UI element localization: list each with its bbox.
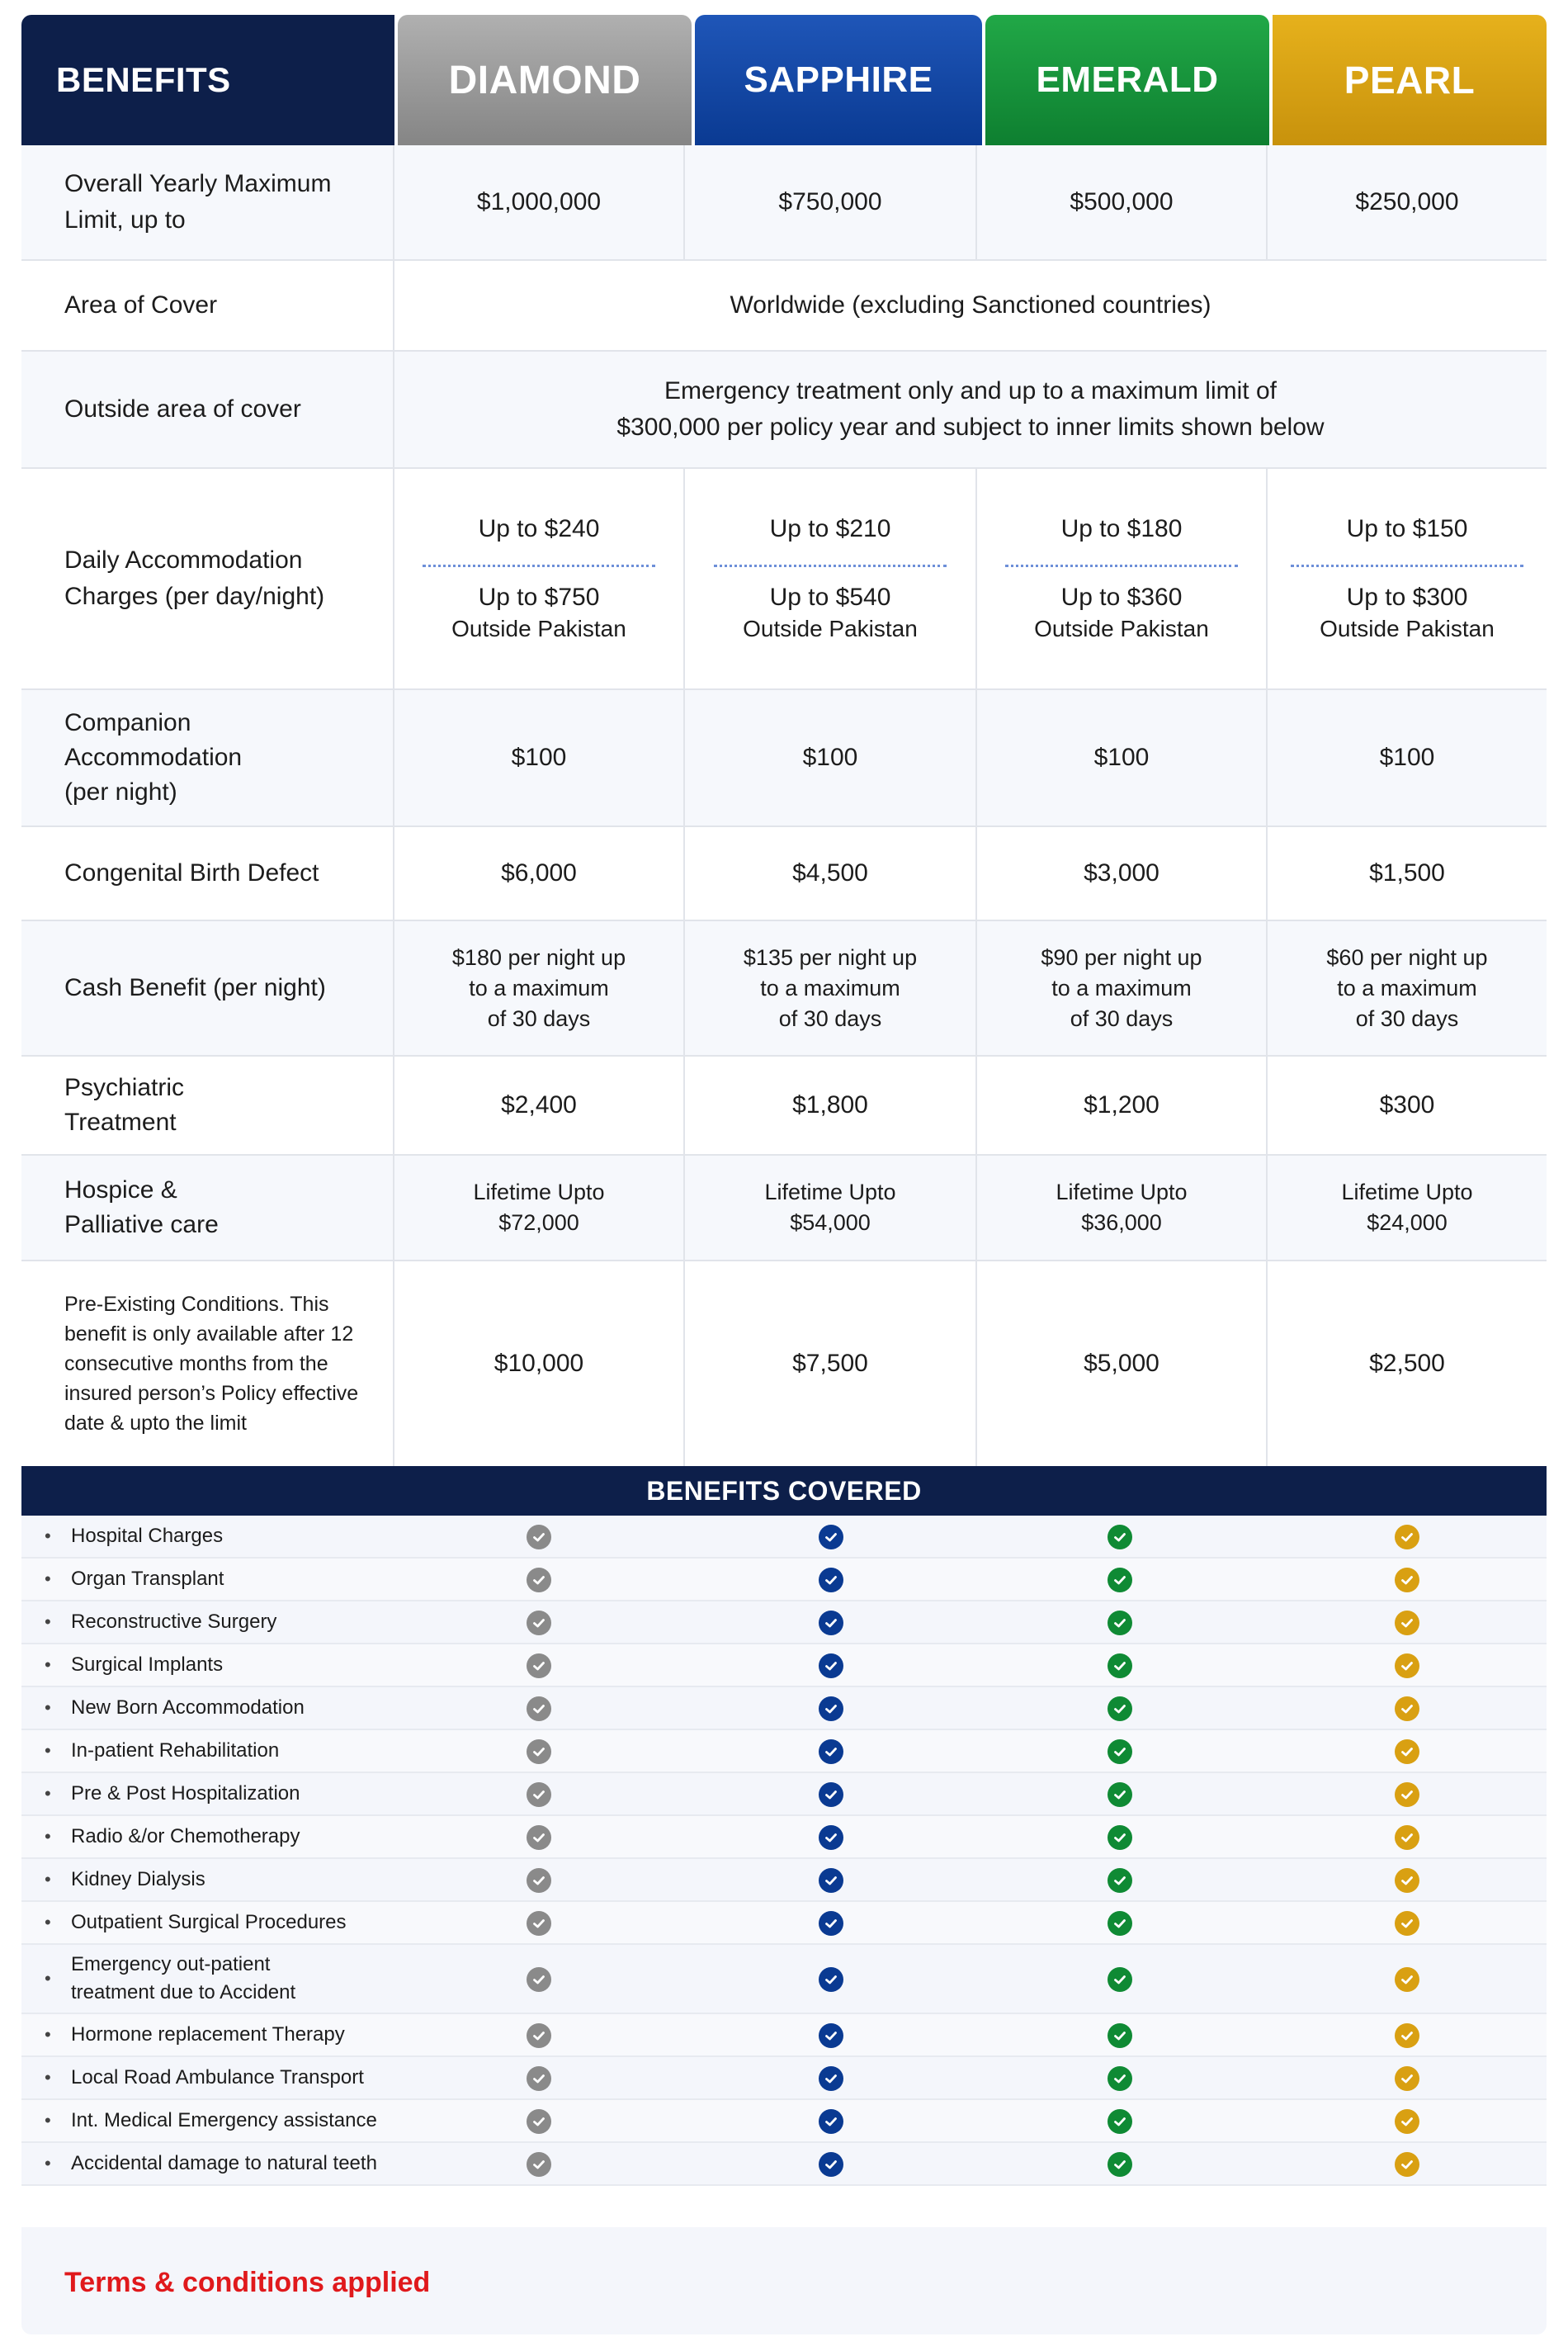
benefit-row (21, 1902, 1547, 1945)
row-outside-area (21, 352, 1547, 469)
diamond-check-icon (527, 2109, 551, 2134)
outside-suffix: Outside Pakistan (1320, 615, 1495, 641)
pearl-value: $100 (1379, 744, 1435, 771)
diamond-check-icon (527, 1739, 551, 1764)
sapphire-value: $1,800 (685, 1057, 977, 1154)
row-label: Area of Cover (21, 261, 394, 350)
row-label: Cash Benefit (per night) (21, 921, 394, 1055)
row-label-line: Palliative care (64, 1211, 219, 1238)
benefit-row (21, 1559, 1547, 1601)
row-label (21, 1057, 394, 1154)
benefit-row (21, 1644, 1547, 1687)
benefit-name: Accidental damage to natural teeth (71, 2152, 377, 2174)
bullet-icon: • (45, 2153, 51, 2174)
outside-limit: Up to $750 (478, 583, 600, 611)
hospice-amount: $54,000 (790, 1210, 871, 1235)
benefit-label (21, 1559, 657, 1600)
pearl-value: $2,500 (1369, 1350, 1445, 1377)
benefit-label (21, 1687, 657, 1729)
cash-line-1: $60 per night up (1326, 944, 1488, 970)
sapphire-check-icon (819, 1911, 843, 1936)
pearl-check-icon (1395, 1868, 1419, 1893)
row-companion (21, 690, 1547, 827)
benefit-label (21, 2100, 657, 2141)
benefits-covered-list (21, 1516, 1547, 2186)
outside-limit: Up to $540 (769, 583, 891, 611)
sapphire-value: $4,500 (685, 827, 977, 920)
bullet-icon: • (45, 1826, 51, 1847)
pearl-check-icon (1395, 2152, 1419, 2177)
cash-line-1: $180 per night up (451, 944, 626, 970)
row-label: Outside area of cover (21, 352, 394, 467)
benefit-name: Radio &/or Chemotherapy (71, 1825, 300, 1847)
benefit-label (21, 1859, 657, 1900)
benefits-comparison-table (21, 15, 1547, 2334)
row-label-line: Psychiatric (64, 1074, 185, 1101)
diamond-value: $1,000,000 (394, 145, 685, 259)
pearl-check-icon (1395, 1967, 1419, 1992)
sapphire-check-icon (819, 1611, 843, 1635)
diamond-value (394, 469, 685, 688)
benefit-row (21, 1859, 1547, 1902)
bullet-icon: • (45, 1740, 51, 1761)
header-sapphire-label: SAPPHIRE (744, 59, 933, 100)
diamond-check-icon (527, 1825, 551, 1850)
diamond-check-icon (527, 1967, 551, 1992)
emerald-value (977, 469, 1268, 688)
row-hospice (21, 1156, 1547, 1261)
benefit-name: Pre & Post Hospitalization (71, 1782, 300, 1805)
diamond-value (394, 1156, 685, 1260)
diamond-check-icon (527, 1611, 551, 1635)
benefit-name: New Born Accommodation (71, 1696, 305, 1719)
pearl-check-icon (1395, 1568, 1419, 1592)
pearl-check-icon (1395, 1782, 1419, 1807)
row-psychiatric (21, 1057, 1547, 1156)
bullet-icon: • (45, 1869, 51, 1890)
pearl-check-icon (1395, 1911, 1419, 1936)
hospice-prefix: Lifetime Upto (1341, 1180, 1473, 1204)
sapphire-check-icon (819, 1653, 843, 1678)
hospice-amount: $72,000 (498, 1210, 579, 1235)
benefit-row (21, 1945, 1547, 2014)
bullet-icon: • (45, 2110, 51, 2131)
row-label-line: (per night) (64, 778, 177, 806)
benefit-label (21, 1516, 657, 1557)
bullet-icon: • (45, 1968, 51, 1989)
outside-area-line-1: Emergency treatment only and up to a maximum limit of (664, 377, 1277, 404)
benefit-name: Emergency out-patient treatment due to Accident (71, 1953, 296, 2003)
hospice-amount: $24,000 (1367, 1210, 1448, 1235)
sapphire-check-icon (819, 1568, 843, 1592)
pearl-check-icon (1395, 1739, 1419, 1764)
outside-suffix: Outside Pakistan (743, 615, 918, 641)
benefit-row (21, 1687, 1547, 1730)
outside-limit: Up to $360 (1060, 583, 1183, 611)
row-label-line: Hospice & (64, 1176, 177, 1204)
emerald-value (977, 921, 1268, 1055)
emerald-check-icon (1108, 1825, 1132, 1850)
hospice-prefix: Lifetime Upto (1056, 1180, 1188, 1204)
benefit-row (21, 2100, 1547, 2143)
dotted-divider (1005, 565, 1238, 567)
diamond-check-icon (527, 1868, 551, 1893)
benefit-row (21, 2014, 1547, 2057)
pearl-value (1268, 1156, 1547, 1260)
diamond-check-icon (527, 1525, 551, 1549)
diamond-check-icon (527, 1911, 551, 1936)
emerald-check-icon (1108, 2109, 1132, 2134)
sapphire-check-icon (819, 2152, 843, 2177)
pearl-check-icon (1395, 1611, 1419, 1635)
cash-line-2: to a maximum (469, 975, 609, 1000)
diamond-check-icon (527, 1696, 551, 1721)
row-label (21, 1156, 394, 1260)
outside-limit: Up to $300 (1346, 583, 1468, 611)
outside-area-value (394, 352, 1547, 467)
terms-link[interactable]: Terms & conditions applied (64, 2267, 431, 2298)
sapphire-check-icon (819, 1825, 843, 1850)
row-label: Pre-Existing Conditions. This benefit is only available after 12 consecutive months from the insured person’s Policy effective date & upto the limit (21, 1261, 394, 1466)
diamond-check-icon (527, 2152, 551, 2177)
pearl-check-icon (1395, 1825, 1419, 1850)
cash-line-3: of 30 days (1355, 1005, 1459, 1031)
emerald-value: $500,000 (977, 145, 1268, 259)
benefit-row (21, 2143, 1547, 2186)
row-label-line: Companion (64, 709, 191, 736)
bullet-icon: • (45, 1783, 51, 1804)
emerald-check-icon (1108, 1782, 1132, 1807)
emerald-check-icon (1108, 1868, 1132, 1893)
cash-line-2: to a maximum (1051, 975, 1192, 1000)
diamond-check-icon (527, 2023, 551, 2048)
emerald-check-icon (1108, 1696, 1132, 1721)
diamond-value: $100 (394, 690, 685, 825)
diamond-check-icon (527, 2066, 551, 2091)
row-pre-existing (21, 1261, 1547, 1466)
sapphire-value (685, 1156, 977, 1260)
dotted-divider (423, 565, 655, 567)
row-label-line: Treatment (64, 1109, 177, 1136)
area-of-cover-value: Worldwide (excluding Sanctioned countries) (730, 291, 1211, 319)
local-limit: Up to $240 (478, 514, 600, 542)
header-diamond (398, 15, 692, 145)
emerald-value: $3,000 (977, 827, 1268, 920)
row-label: Overall Yearly Maximum Limit, up to (21, 145, 394, 259)
benefit-name: Kidney Dialysis (71, 1868, 205, 1890)
benefit-name: Surgical Implants (71, 1653, 224, 1676)
sapphire-value: $100 (685, 690, 977, 825)
outside-suffix: Outside Pakistan (451, 615, 626, 641)
outside-suffix: Outside Pakistan (1034, 615, 1209, 641)
header-pearl-label: PEARL (1344, 59, 1476, 102)
sapphire-value (685, 921, 977, 1055)
local-limit: Up to $210 (769, 514, 891, 542)
benefit-row (21, 2057, 1547, 2100)
row-cash-benefit (21, 921, 1547, 1057)
emerald-check-icon (1108, 2023, 1132, 2048)
row-label: Congenital Birth Defect (21, 827, 394, 920)
header-benefits (21, 15, 394, 145)
bullet-icon: • (45, 2024, 51, 2045)
pearl-value (1268, 921, 1547, 1055)
bullet-icon: • (45, 1697, 51, 1718)
pearl-check-icon (1395, 1696, 1419, 1721)
header-benefits-label: BENEFITS (56, 60, 231, 99)
benefit-label (21, 2143, 657, 2184)
dotted-divider (1291, 565, 1523, 567)
header-pearl (1273, 15, 1547, 145)
pearl-check-icon (1395, 2023, 1419, 2048)
benefit-name: Int. Medical Emergency assistance (71, 2109, 377, 2131)
pearl-check-icon (1395, 2066, 1419, 2091)
bullet-icon: • (45, 1568, 51, 1589)
sapphire-check-icon (819, 1782, 843, 1807)
bullet-icon: • (45, 1611, 51, 1632)
sapphire-check-icon (819, 2109, 843, 2134)
row-label: Daily Accommodation Charges (per day/night) (21, 469, 394, 688)
benefit-row (21, 1601, 1547, 1644)
emerald-value: $5,000 (977, 1261, 1268, 1466)
bullet-icon: • (45, 1912, 51, 1932)
benefit-name: Outpatient Surgical Procedures (71, 1911, 347, 1933)
pearl-value (1268, 469, 1547, 688)
pearl-check-icon (1395, 1653, 1419, 1678)
row-yearly-limit (21, 145, 1547, 261)
emerald-check-icon (1108, 1525, 1132, 1549)
sapphire-check-icon (819, 1967, 843, 1992)
pearl-value: $1,500 (1369, 859, 1445, 887)
benefit-label (21, 1945, 657, 2013)
cash-line-3: of 30 days (487, 1005, 591, 1031)
emerald-check-icon (1108, 1611, 1132, 1635)
bullet-icon: • (45, 1526, 51, 1546)
benefit-name: Reconstructive Surgery (71, 1611, 277, 1633)
benefit-label (21, 1601, 657, 1643)
sapphire-check-icon (819, 2066, 843, 2091)
emerald-check-icon (1108, 1653, 1132, 1678)
row-label-line: Accommodation (64, 744, 243, 771)
cash-line-3: of 30 days (1070, 1005, 1174, 1031)
sapphire-value: $750,000 (685, 145, 977, 259)
benefit-row (21, 1816, 1547, 1859)
benefit-label (21, 1730, 657, 1772)
header-diamond-label: DIAMOND (448, 58, 641, 102)
local-limit: Up to $150 (1346, 514, 1468, 542)
emerald-check-icon (1108, 2152, 1132, 2177)
diamond-value (394, 921, 685, 1055)
sapphire-check-icon (819, 1696, 843, 1721)
header-emerald-label: EMERALD (1036, 59, 1219, 100)
cash-line-2: to a maximum (760, 975, 900, 1000)
benefit-row (21, 1773, 1547, 1816)
bullet-icon: • (45, 2067, 51, 2088)
sapphire-check-icon (819, 1868, 843, 1893)
benefit-label (21, 2057, 657, 2098)
benefits-covered-title: BENEFITS COVERED (21, 1466, 1547, 1516)
benefit-name: Local Road Ambulance Transport (71, 2066, 364, 2088)
row-congenital (21, 827, 1547, 921)
benefit-label (21, 1816, 657, 1857)
diamond-check-icon (527, 1653, 551, 1678)
pearl-check-icon (1395, 2109, 1419, 2134)
emerald-check-icon (1108, 2066, 1132, 2091)
benefit-name: Organ Transplant (71, 1568, 224, 1590)
hospice-prefix: Lifetime Upto (764, 1180, 896, 1204)
local-limit: Up to $180 (1060, 514, 1183, 542)
pearl-value: $300 (1379, 1091, 1435, 1119)
benefit-name: Hormone replacement Therapy (71, 2023, 345, 2046)
row-label (21, 690, 394, 825)
emerald-value (977, 1156, 1268, 1260)
cash-line-1: $135 per night up (743, 944, 918, 970)
benefit-label (21, 2014, 657, 2055)
sapphire-check-icon (819, 1525, 843, 1549)
diamond-value: $6,000 (394, 827, 685, 920)
diamond-check-icon (527, 1568, 551, 1592)
sapphire-check-icon (819, 1739, 843, 1764)
bullet-icon: • (45, 1654, 51, 1675)
cash-line-2: to a maximum (1337, 975, 1477, 1000)
row-area-of-cover (21, 261, 1547, 352)
benefit-row (21, 1730, 1547, 1773)
outside-area-line-2: $300,000 per policy year and subject to inner limits shown below (616, 414, 1325, 441)
pearl-value: $250,000 (1355, 188, 1459, 215)
emerald-check-icon (1108, 1911, 1132, 1936)
header-sapphire (695, 15, 982, 145)
benefit-label (21, 1644, 657, 1686)
row-daily-accommodation (21, 469, 1547, 690)
hospice-prefix: Lifetime Upto (473, 1180, 605, 1204)
benefit-name: Hospital Charges (71, 1525, 224, 1547)
emerald-check-icon (1108, 1739, 1132, 1764)
benefit-name: In-patient Rehabilitation (71, 1739, 280, 1762)
emerald-check-icon (1108, 1967, 1132, 1992)
cash-line-3: of 30 days (778, 1005, 882, 1031)
emerald-value: $100 (977, 690, 1268, 825)
header-emerald (985, 15, 1269, 145)
sapphire-check-icon (819, 2023, 843, 2048)
sapphire-value (685, 469, 977, 688)
pearl-check-icon (1395, 1525, 1419, 1549)
benefit-label (21, 1773, 657, 1814)
hospice-amount: $36,000 (1081, 1210, 1162, 1235)
diamond-check-icon (527, 1782, 551, 1807)
sapphire-value: $7,500 (685, 1261, 977, 1466)
diamond-value: $10,000 (394, 1261, 685, 1466)
dotted-divider (714, 565, 947, 567)
cash-line-1: $90 per night up (1041, 944, 1202, 970)
benefit-label (21, 1902, 657, 1943)
emerald-value: $1,200 (977, 1057, 1268, 1154)
benefit-row (21, 1516, 1547, 1559)
diamond-value: $2,400 (394, 1057, 685, 1154)
emerald-check-icon (1108, 1568, 1132, 1592)
